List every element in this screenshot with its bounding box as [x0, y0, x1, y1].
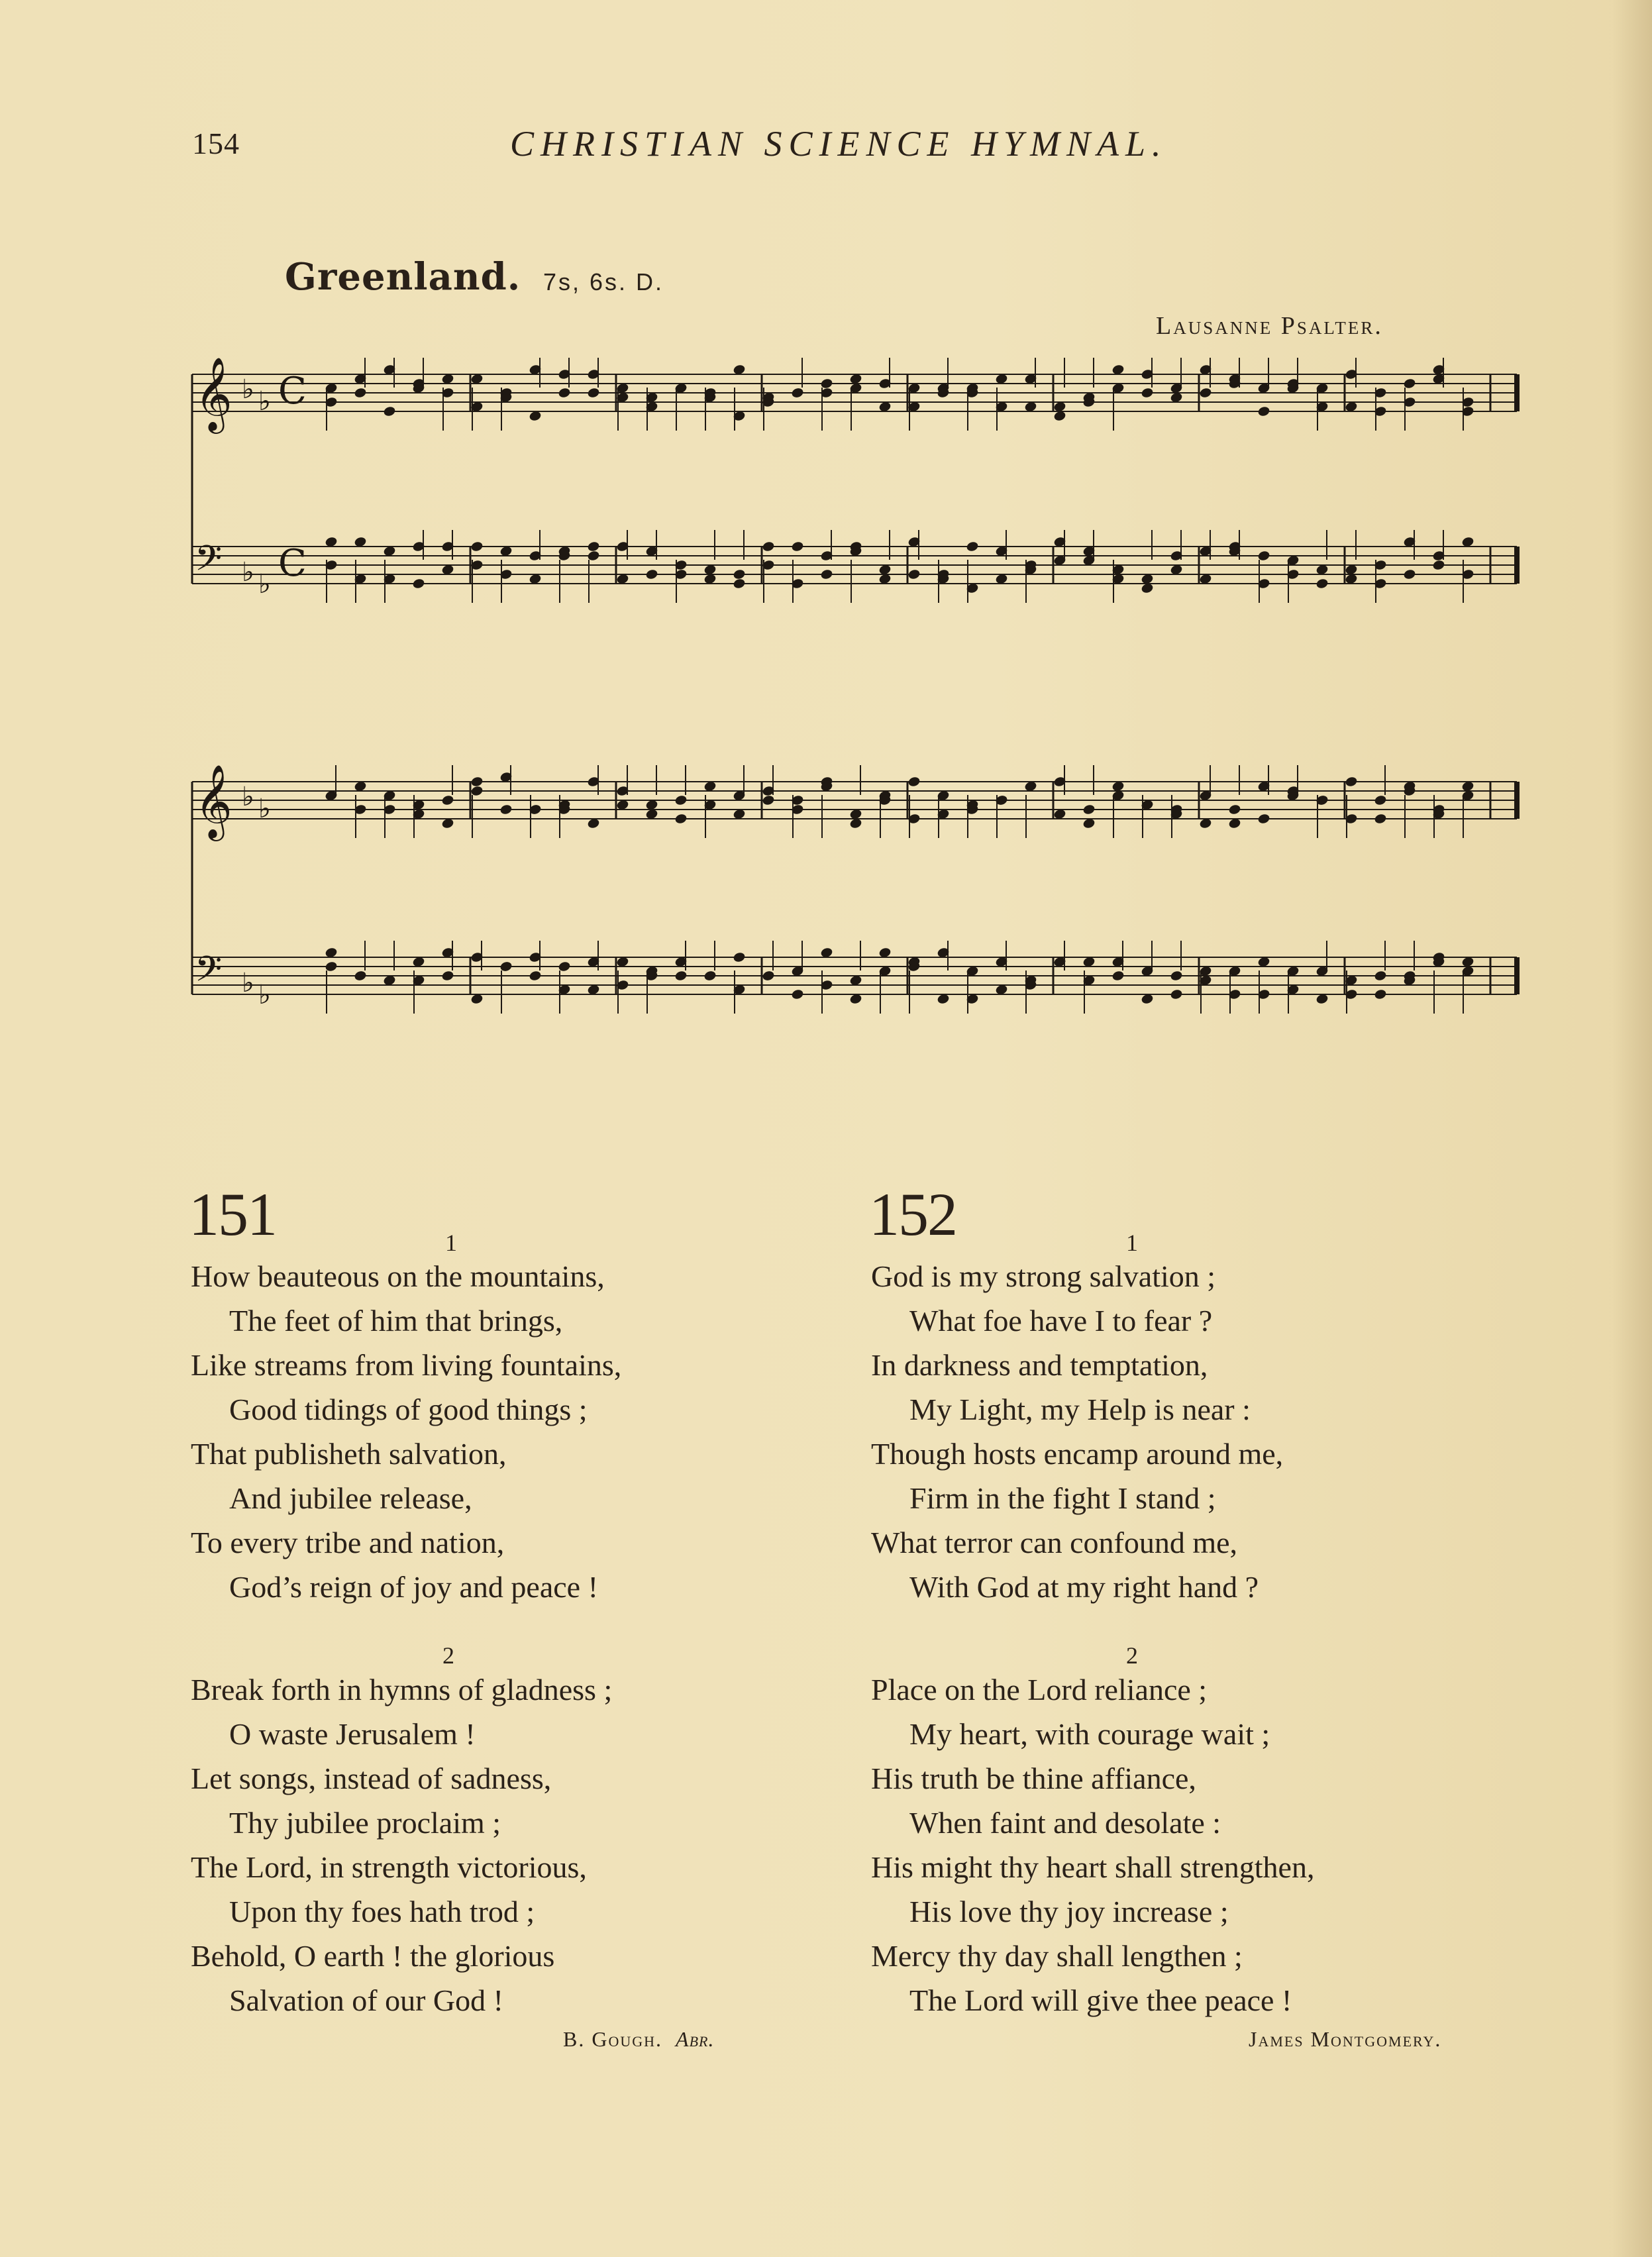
running-title: CHRISTIAN SCIENCE HYMNAL. — [510, 124, 1168, 164]
note-head — [1316, 564, 1328, 576]
treble-clef-icon: 𝄞 — [195, 356, 232, 431]
verse-line: Though hosts encamp around me, — [871, 1437, 1284, 1471]
verse-line: With God at my right hand ? — [909, 1570, 1259, 1604]
verse-line: And jubilee release, — [229, 1481, 472, 1515]
page-edge-shadow — [1612, 0, 1652, 2257]
note-head — [1141, 583, 1153, 594]
note-head — [383, 975, 395, 986]
flat-icon: ♭ — [242, 374, 254, 405]
note-head — [674, 971, 687, 982]
note-head — [733, 578, 745, 590]
note-head — [529, 574, 541, 585]
note-head — [412, 957, 425, 968]
note-head — [849, 994, 862, 1005]
note-head — [529, 971, 541, 982]
note-head — [1199, 574, 1212, 585]
treble-clef-icon: 𝄞 — [195, 764, 232, 838]
note-head — [1345, 564, 1357, 576]
note-head — [1403, 569, 1416, 580]
note-head — [441, 564, 454, 576]
note-head — [733, 569, 745, 580]
note-head — [354, 537, 366, 548]
verse-line: Thy jubilee proclaim ; — [229, 1806, 501, 1840]
hymn-152-verse-1-label: 1 — [1126, 1230, 1138, 1256]
verse-line: Behold, O earth ! the glorious — [191, 1939, 555, 1973]
hymn-number-151: 151 — [189, 1181, 276, 1248]
note-head — [587, 551, 599, 562]
note-head — [383, 406, 395, 417]
note-head — [499, 961, 512, 972]
verse-line: Upon thy foes hath trod ; — [229, 1895, 535, 1928]
note-head — [1461, 781, 1474, 792]
author-note: Abr. — [676, 2027, 715, 2051]
note-head — [762, 795, 774, 806]
note-head — [1432, 560, 1445, 571]
note-head — [441, 818, 454, 829]
note-head — [441, 795, 454, 806]
note-head — [1024, 781, 1037, 792]
note-head — [733, 952, 745, 963]
note-head — [1345, 776, 1357, 788]
note-head — [1199, 818, 1212, 829]
bass-clef-icon: 𝄢 — [195, 949, 223, 998]
hymn-152-author: James Montgomery. — [1249, 2027, 1442, 2051]
note-head — [878, 947, 891, 959]
note-head — [558, 388, 570, 399]
note-head — [645, 800, 658, 811]
note-head — [995, 374, 1007, 385]
verse-line: O waste Jerusalem ! — [229, 1717, 476, 1751]
note-head — [937, 994, 949, 1005]
flat-icon: ♭ — [258, 569, 271, 600]
note-head — [703, 574, 716, 585]
note-head — [733, 809, 745, 820]
note-head — [791, 989, 803, 1000]
verse-line: Firm in the fight I stand ; — [909, 1481, 1216, 1515]
note-head — [383, 546, 395, 557]
hymn-152-verse-2 — [871, 1667, 1314, 2022]
tune-name: Greenland. — [285, 255, 521, 299]
running-header — [0, 119, 1652, 172]
note-head — [1111, 364, 1124, 376]
note-head — [470, 776, 483, 788]
note-head — [1111, 971, 1124, 982]
note-head — [1024, 401, 1037, 413]
verse-line: How beauteous on the mountains, — [191, 1259, 605, 1293]
note-head — [325, 537, 337, 548]
verse-line: Good tidings of good things ; — [229, 1392, 588, 1426]
hymn-151-verse-1-label: 1 — [445, 1230, 457, 1256]
hymn-151-verse-1 — [191, 1254, 621, 1609]
note-head — [1141, 574, 1153, 585]
note-head — [587, 388, 599, 399]
note-head — [1257, 957, 1270, 968]
note-head — [703, 781, 716, 792]
note-head — [1170, 392, 1182, 403]
flat-icon: ♭ — [242, 557, 254, 588]
note-head — [849, 374, 862, 385]
note-head — [616, 957, 629, 968]
note-head — [674, 795, 687, 806]
note-head — [1053, 401, 1066, 413]
note-head — [645, 809, 658, 820]
note-head — [762, 971, 774, 982]
hymn-152-verse-1 — [871, 1254, 1283, 1609]
note-head — [791, 541, 803, 552]
verse-line: His might thy heart shall strengthen, — [871, 1850, 1315, 1884]
note-head — [878, 401, 891, 413]
verse-line: Like streams from living fountains, — [191, 1348, 622, 1382]
note-head — [1257, 551, 1270, 562]
note-head — [354, 781, 366, 792]
note-head — [1345, 574, 1357, 585]
verse-line: Break forth in hymns of gladness ; — [191, 1673, 613, 1706]
note-head — [587, 541, 599, 552]
note-head — [703, 564, 716, 576]
note-head — [1345, 401, 1357, 413]
verse-line: The feet of him that brings, — [229, 1304, 563, 1338]
verse-line: His love thy joy increase ; — [909, 1895, 1229, 1928]
note-head — [1082, 957, 1095, 968]
note-head — [587, 818, 599, 829]
note-head — [1374, 795, 1386, 806]
note-head — [1228, 804, 1241, 815]
hymn-number-152: 152 — [869, 1181, 956, 1248]
note-head — [1199, 388, 1212, 399]
flat-icon: ♭ — [258, 794, 271, 824]
note-head — [412, 578, 425, 590]
hymn-152-verse-2-label: 2 — [1126, 1642, 1138, 1669]
note-head — [995, 984, 1007, 996]
note-head — [703, 971, 716, 982]
note-head — [674, 814, 687, 825]
note-head — [529, 411, 541, 422]
note-head — [1053, 809, 1066, 820]
verse-line: To every tribe and nation, — [191, 1526, 505, 1559]
note-head — [354, 388, 366, 399]
verse-line: God is my strong salvation ; — [871, 1259, 1216, 1293]
note-head — [762, 541, 774, 552]
note-head — [878, 564, 891, 576]
verse-line: The Lord will give thee peace ! — [909, 1983, 1292, 2017]
note-head — [1374, 814, 1386, 825]
common-time-icon: C — [278, 370, 307, 413]
note-head — [849, 809, 862, 820]
tune-composer: Lausanne Psalter. — [1156, 312, 1383, 340]
note-head — [470, 994, 483, 1005]
verse-line: Salvation of our God ! — [229, 1983, 503, 2017]
verse-line: That publisheth salvation, — [191, 1437, 507, 1471]
tune-meter: 7s, 6s. D. — [543, 268, 664, 295]
note-head — [1111, 781, 1124, 792]
flat-icon: ♭ — [242, 968, 254, 998]
note-head — [325, 961, 337, 972]
note-head — [1461, 957, 1474, 968]
note-head — [907, 776, 920, 788]
verse-line: What terror can confound me, — [871, 1526, 1238, 1559]
note-head — [616, 800, 629, 811]
note-head — [966, 541, 978, 552]
note-head — [1316, 994, 1328, 1005]
note-head — [499, 546, 512, 557]
note-head — [1257, 814, 1270, 825]
note-head — [733, 364, 745, 376]
note-head — [1170, 971, 1182, 982]
verse-line: In darkness and temptation, — [871, 1348, 1208, 1382]
note-head — [441, 374, 454, 385]
note-head — [587, 984, 599, 996]
music-systems — [192, 356, 1517, 1014]
note-head — [1403, 378, 1416, 390]
flat-icon: ♭ — [242, 782, 254, 812]
note-head — [441, 971, 454, 982]
hymn-151-verse-2 — [191, 1667, 612, 2022]
note-head — [878, 574, 891, 585]
verse-line: God’s reign of joy and peace ! — [229, 1570, 598, 1604]
flat-icon: ♭ — [258, 980, 271, 1010]
note-head — [1082, 818, 1095, 829]
note-head — [325, 947, 337, 959]
note-head — [470, 786, 483, 797]
page-number: 154 — [192, 127, 240, 160]
note-head — [1461, 537, 1474, 548]
note-head — [820, 569, 833, 580]
note-head — [558, 961, 570, 972]
note-head — [1141, 994, 1153, 1005]
note-head — [1316, 578, 1328, 590]
note-head — [849, 818, 862, 829]
note-head — [849, 975, 862, 986]
common-time-icon: C — [278, 542, 307, 585]
note-head — [820, 378, 833, 390]
note-head — [354, 971, 366, 982]
note-head — [1257, 406, 1270, 417]
note-head — [645, 569, 658, 580]
music-score — [185, 344, 1523, 1080]
note-head — [470, 541, 483, 552]
note-head — [907, 569, 920, 580]
note-head — [1082, 804, 1095, 815]
verse-line: When faint and desolate : — [909, 1806, 1221, 1840]
verse-line: Let songs, instead of sadness, — [191, 1761, 552, 1795]
note-head — [1170, 564, 1182, 576]
verse-line: Place on the Lord reliance ; — [871, 1673, 1208, 1706]
note-head — [1374, 989, 1386, 1000]
note-head — [1374, 971, 1386, 982]
verse-line: Mercy thy day shall lengthen ; — [871, 1939, 1243, 1973]
note-head — [470, 374, 483, 385]
verse-line: The Lord, in strength victorious, — [191, 1850, 587, 1884]
hymn-151-verse-2-label: 2 — [442, 1642, 454, 1669]
note-head — [499, 804, 512, 815]
verse-line: My Light, my Help is near : — [909, 1392, 1251, 1426]
flat-icon: ♭ — [258, 386, 271, 417]
note-head — [1141, 388, 1153, 399]
note-head — [1053, 411, 1066, 422]
bass-clef-icon: 𝄢 — [195, 539, 223, 588]
verse-line: My heart, with courage wait ; — [909, 1717, 1270, 1751]
note-head — [1170, 989, 1182, 1000]
note-head — [1228, 818, 1241, 829]
verse-line: His truth be thine affiance, — [871, 1761, 1196, 1795]
note-head — [791, 388, 803, 399]
note-head — [616, 574, 629, 585]
note-head — [995, 574, 1007, 585]
note-head — [820, 947, 833, 959]
hymn-151-author — [563, 2027, 714, 2052]
verse-line: What foe have I to fear ? — [909, 1304, 1213, 1338]
author-name: B. Gough. — [563, 2027, 663, 2051]
